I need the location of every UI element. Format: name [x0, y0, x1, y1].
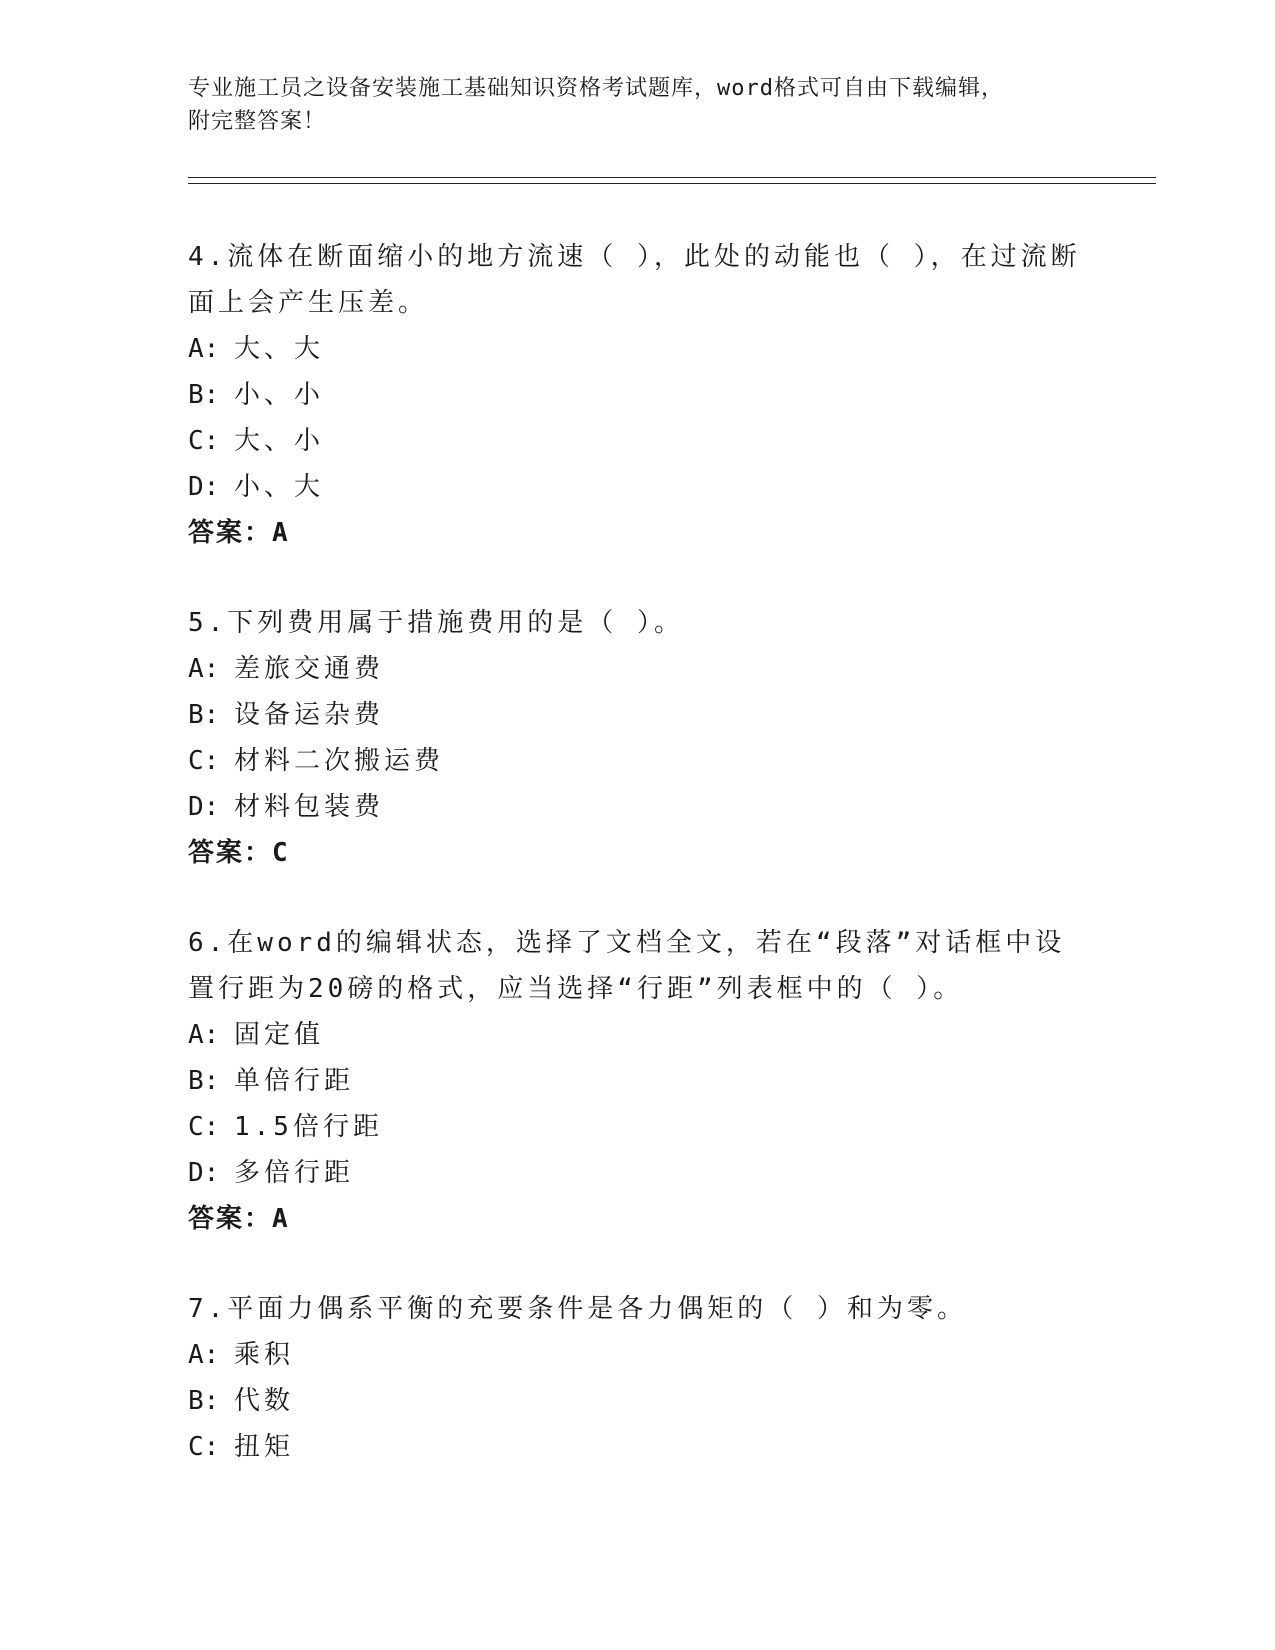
option-key: C: — [188, 1112, 220, 1142]
option-text: 多倍行距 — [234, 1158, 355, 1188]
question-stem: 6.在word的编辑状态，选择了文档全文，若在“段落”对话框中设置行距为20磅的格式，应当选择“行距”列表框中的（ ）。 — [188, 928, 1066, 1004]
option-a — [188, 326, 1088, 372]
option-key: B: — [188, 380, 220, 410]
option-text: 差旅交通费 — [234, 654, 385, 684]
option-text: 单倍行距 — [234, 1066, 355, 1096]
document-header — [188, 72, 1088, 138]
option-key: D: — [188, 472, 220, 502]
option-text: 扭矩 — [234, 1432, 295, 1462]
question-4 — [188, 234, 1088, 556]
question-6 — [188, 920, 1088, 1242]
option-key: D: — [188, 1158, 220, 1188]
option-key: A: — [188, 1020, 220, 1050]
question-5 — [188, 600, 1088, 876]
option-key: C: — [188, 1432, 220, 1462]
option-key: A: — [188, 654, 220, 684]
option-text: 材料二次搬运费 — [234, 746, 445, 776]
option-d — [188, 784, 1088, 830]
option-key: B: — [188, 1066, 220, 1096]
answer-line: 答案：C — [188, 838, 290, 868]
option-c — [188, 418, 1088, 464]
question-7 — [188, 1286, 1088, 1470]
option-text: 材料包装费 — [234, 792, 385, 822]
option-text: 固定值 — [234, 1020, 325, 1050]
question-stem: 7.平面力偶系平衡的充要条件是各力偶矩的（ ）和为零。 — [188, 1294, 967, 1324]
option-d — [188, 464, 1088, 510]
option-d — [188, 1150, 1088, 1196]
option-a — [188, 1332, 1088, 1378]
option-b — [188, 1058, 1088, 1104]
option-key: C: — [188, 426, 220, 456]
option-c — [188, 738, 1088, 784]
option-key: D: — [188, 792, 220, 822]
option-b — [188, 372, 1088, 418]
question-stem: 5.下列费用属于措施费用的是（ ）。 — [188, 608, 684, 638]
option-text: 代数 — [234, 1386, 295, 1416]
option-text: 大、大 — [234, 334, 325, 364]
header-line-2: 附完整答案！ — [188, 109, 327, 134]
option-b — [188, 1378, 1088, 1424]
option-text: 小、小 — [234, 380, 325, 410]
header-divider-top — [188, 177, 1156, 178]
option-a — [188, 1012, 1088, 1058]
option-b — [188, 692, 1088, 738]
option-key: B: — [188, 700, 220, 730]
option-text: 1.5倍行距 — [234, 1112, 383, 1142]
option-a — [188, 646, 1088, 692]
option-key: A: — [188, 334, 220, 364]
option-text: 大、小 — [234, 426, 325, 456]
option-text: 设备运杂费 — [234, 700, 385, 730]
option-text: 乘积 — [234, 1340, 295, 1370]
option-c — [188, 1104, 1088, 1150]
option-key: C: — [188, 746, 220, 776]
question-stem: 4.流体在断面缩小的地方流速（ ），此处的动能也（ ），在过流断面上会产生压差。 — [188, 242, 1081, 318]
header-line-1: 专业施工员之设备安装施工基础知识资格考试题库，word格式可自由下载编辑， — [188, 76, 1004, 101]
option-key: A: — [188, 1340, 220, 1370]
answer-line: 答案：A — [188, 518, 290, 548]
option-text: 小、大 — [234, 472, 325, 502]
option-key: B: — [188, 1386, 220, 1416]
header-divider-bottom — [188, 183, 1156, 184]
option-c — [188, 1424, 1088, 1470]
answer-line: 答案：A — [188, 1204, 290, 1234]
